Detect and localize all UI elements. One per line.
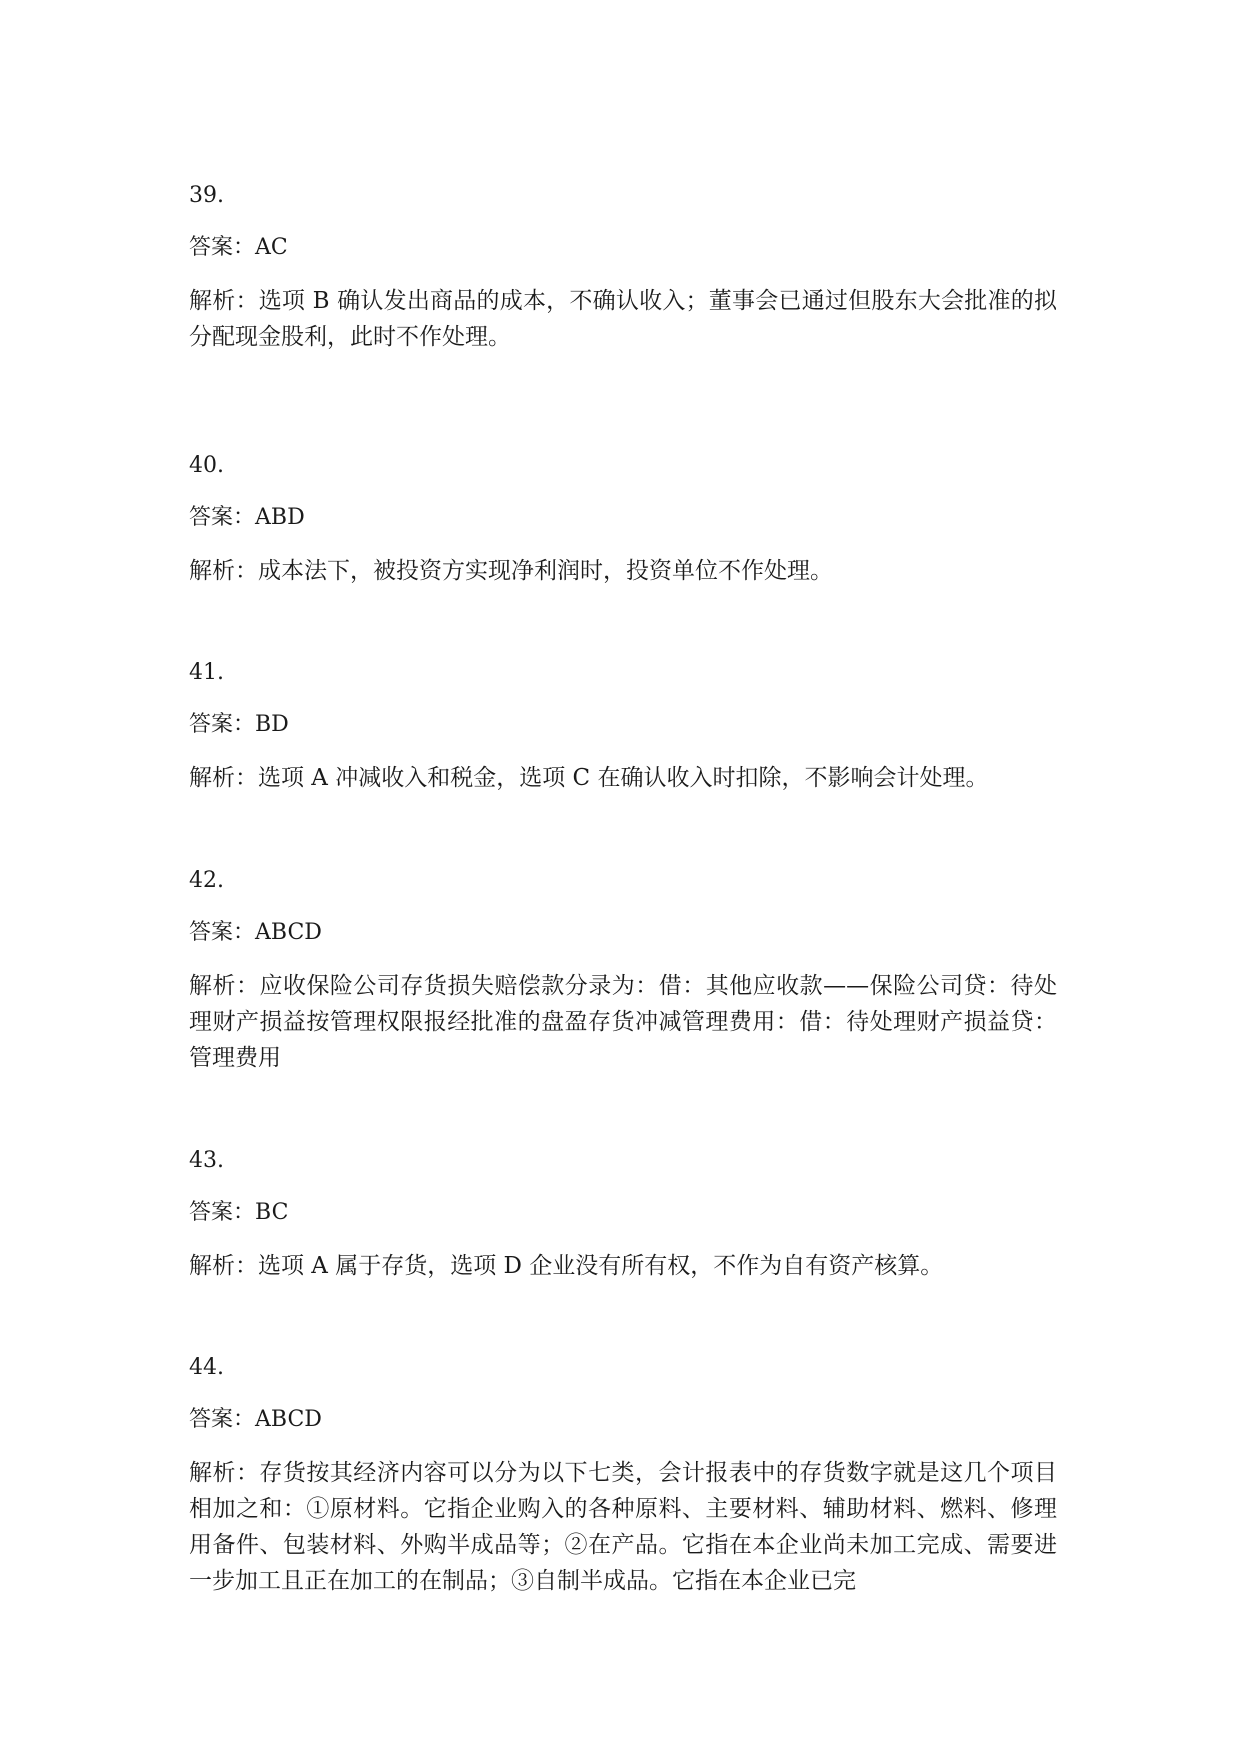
answer-label: 答案： [189, 712, 256, 737]
analysis-text [189, 283, 1057, 355]
question-41 [189, 658, 1057, 796]
question-number: 44. [189, 1355, 224, 1380]
answer-line [189, 1198, 1057, 1228]
analysis-label: 解析： [189, 765, 258, 791]
analysis-label: 解析： [189, 1253, 258, 1279]
analysis-label: 解析： [189, 288, 259, 314]
question-42 [189, 866, 1057, 1076]
answer-value: ABCD [255, 1407, 322, 1432]
analysis-body: 选项 B 确认发出商品的成本，不确认收入；董事会已通过但股东大会批准的拟分配现金股利，此时不作处理。 [189, 288, 1057, 350]
analysis-label: 解析： [189, 1460, 260, 1486]
analysis-text [189, 1455, 1057, 1599]
question-39 [189, 181, 1057, 355]
question-number: 42. [189, 868, 224, 893]
answer-value: AC [255, 235, 288, 260]
analysis-body: 应收保险公司存货损失赔偿款分录为：借：其他应收款——保险公司贷：待处理财产损益按管理权限报经批准的盘盈存货冲减管理费用：借：待处理财产损益贷：管理费用 [189, 973, 1058, 1071]
analysis-label: 解析： [189, 973, 260, 999]
question-number: 41. [189, 660, 224, 685]
answer-label: 答案： [189, 505, 256, 530]
answer-label: 答案： [189, 1407, 256, 1432]
answer-line [189, 1405, 1057, 1435]
answer-line [189, 503, 1057, 533]
question-number: 40. [189, 453, 224, 478]
answer-value: BC [255, 1200, 289, 1225]
answer-label: 答案： [189, 1200, 256, 1225]
answer-label: 答案： [189, 235, 256, 260]
question-number: 43. [189, 1148, 224, 1173]
analysis-body: 选项 A 冲减收入和税金，选项 C 在确认收入时扣除，不影响会计处理。 [258, 765, 989, 791]
answer-line [189, 233, 1057, 263]
question-44 [189, 1353, 1057, 1599]
analysis-text [189, 553, 1057, 589]
question-43 [189, 1146, 1057, 1284]
analysis-body: 选项 A 属于存货，选项 D 企业没有所有权，不作为自有资产核算。 [258, 1253, 944, 1279]
answer-value: ABD [255, 505, 305, 530]
analysis-text [189, 1248, 1057, 1284]
answer-label: 答案： [189, 920, 256, 945]
question-number: 39. [189, 183, 224, 208]
answer-line [189, 710, 1057, 740]
answer-value: BD [255, 712, 289, 737]
analysis-body: 存货按其经济内容可以分为以下七类，会计报表中的存货数字就是这几个项目相加之和：①原材料。它指企业购入的各种原料、主要材料、辅助材料、燃料、修理用备件、包装材料、外购半成品等；②在产品。它指在本企业尚未加工完成、需要进一步加工且正在加工的在制品；③自制半成品。它指在本企业已完 [189, 1460, 1058, 1594]
analysis-text [189, 760, 1057, 796]
question-40 [189, 451, 1057, 589]
analysis-body: 成本法下，被投资方实现净利润时，投资单位不作处理。 [258, 558, 833, 584]
answer-line [189, 918, 1057, 948]
analysis-label: 解析： [189, 558, 258, 584]
answer-value: ABCD [255, 920, 322, 945]
analysis-text [189, 968, 1057, 1076]
